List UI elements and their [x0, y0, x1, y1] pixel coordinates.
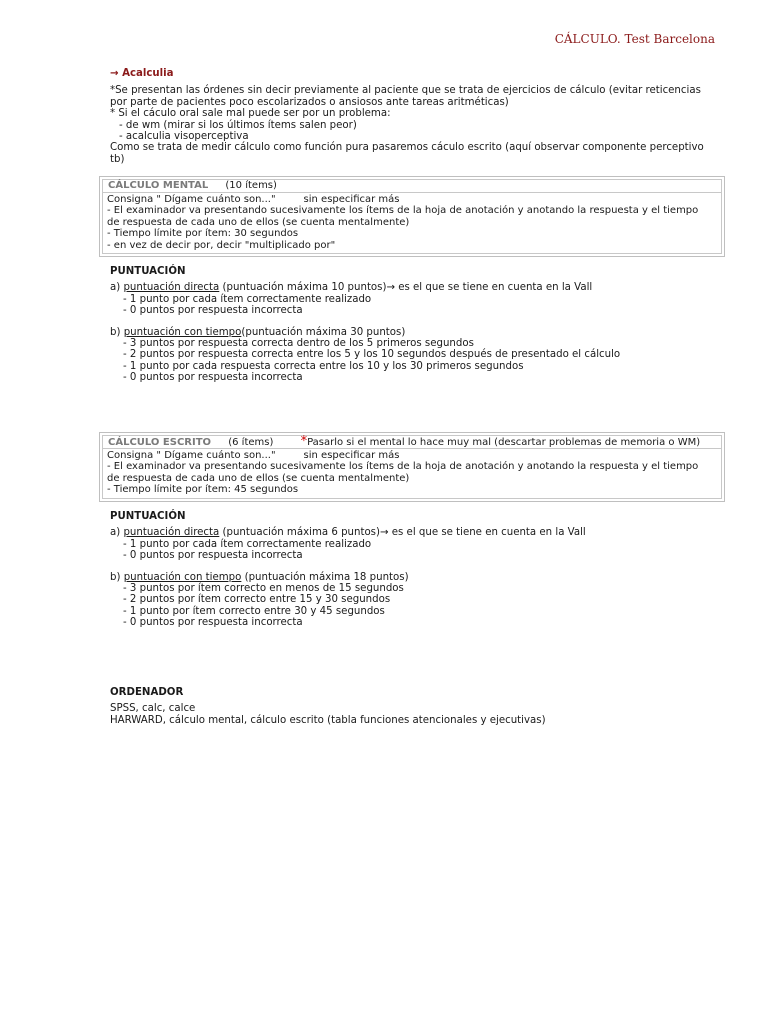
scoring-item: - 0 puntos por respuesta incorrecta — [123, 550, 303, 562]
section-note: Pasarlo si el mental lo hace muy mal (descartar problemas de memoria o WM) — [307, 437, 701, 448]
instruction-line: - El examinador va presentando sucesivamente los ítems de la hoja de anotación y anotando la respuesta y el tiempo — [107, 205, 699, 217]
acalculia-heading — [110, 68, 720, 79]
puntuacion-escrito-section — [110, 511, 720, 629]
section-label: CÁLCULO MENTAL — [108, 180, 209, 191]
consigna-note: sin especificar más — [303, 450, 400, 461]
ordenador-line: HARWARD, cálculo mental, cálculo escrito (tabla funciones atencionales y ejecutivas) — [110, 714, 546, 726]
acalculia-line: * Si el cáculo oral sale mal puede ser por un problema: — [110, 108, 391, 120]
instruction-line: - El examinador va presentando sucesivamente los ítems de la hoja de anotación y anotando la respuesta y el tiempo — [107, 461, 699, 473]
scoring-item: - 3 puntos por ítem correcto en menos de 15 segundos — [123, 583, 404, 595]
consigna-line — [107, 450, 717, 461]
scoring-b-line — [110, 327, 720, 338]
consigna-text: Consigna " Dígame cuánto son..." — [107, 194, 276, 205]
scoring-b-line — [110, 572, 720, 583]
acalculia-line: - de wm (mirar si los últimos ítems salen peor) — [119, 119, 357, 131]
acalculia-line: tb) — [110, 153, 125, 165]
scoring-item: - 0 puntos por respuesta incorrecta — [123, 305, 303, 317]
scoring-description: (puntuación máxima 6 puntos)→ es el que se tiene en cuenta en la Vall — [219, 527, 586, 539]
scoring-description: (puntuación máxima 30 puntos) — [241, 326, 406, 338]
calculo-mental-box — [99, 176, 725, 257]
scoring-item: - 1 punto por cada ítem correctamente realizado — [123, 538, 372, 550]
calculo-escrito-box — [99, 432, 725, 502]
scoring-prefix: b) — [110, 571, 124, 583]
scoring-item: - 1 punto por cada respuesta correcta entre los 10 y los 30 primeros segundos — [123, 360, 524, 372]
acalculia-section — [110, 68, 720, 165]
consigna-text: Consigna " Dígame cuánto son..." — [107, 450, 276, 461]
scoring-term: puntuación con tiempo — [123, 571, 242, 583]
instruction-line: - Tiempo límite por ítem: 30 segundos — [107, 228, 299, 240]
acalculia-line: Como se trata de medir cálculo como función pura pasaremos cáculo escrito (aquí observar componente perceptivo — [110, 142, 704, 154]
scoring-description: (puntuación máxima 10 puntos)→ es el que se tiene en cuenta en la Vall — [219, 282, 593, 294]
asterisk-mark: * — [300, 434, 308, 449]
calculo-escrito-body — [102, 449, 722, 499]
scoring-a-line — [110, 282, 720, 293]
instruction-line: de respuesta de cada uno de ellos (se cuenta mentalmente) — [107, 216, 410, 228]
scoring-item: - 2 puntos por respuesta correcta entre los 5 y los 10 segundos después de presentado el cálculo — [123, 349, 621, 361]
instruction-line: de respuesta de cada uno de ellos (se cuenta mentalmente) — [107, 472, 410, 484]
arrow-right-icon: → — [110, 68, 119, 79]
scoring-item: - 1 punto por ítem correcto entre 30 y 45 segundos — [123, 605, 385, 617]
calculo-mental-header — [102, 179, 722, 193]
scoring-item: - 1 punto por cada ítem correctamente realizado — [123, 293, 372, 305]
calculo-escrito-header — [102, 435, 722, 449]
ordenador-section — [110, 687, 720, 726]
item-count: (6 ítems) — [228, 437, 274, 448]
item-count: (10 ítems) — [225, 180, 277, 191]
acalculia-line: *Se presentan las órdenes sin decir previamente al paciente que se trata de ejercicios de cálculo (evitar reticencias — [110, 85, 701, 97]
acalculia-line: - acalculia visoperceptiva — [119, 131, 249, 143]
consigna-line — [107, 194, 717, 205]
section-label: CÁLCULO ESCRITO — [108, 437, 212, 448]
scoring-prefix: a) — [110, 527, 124, 539]
scoring-term: puntuación directa — [123, 282, 220, 294]
scoring-item: - 0 puntos por respuesta incorrecta — [123, 617, 303, 629]
ordenador-title: ORDENADOR — [110, 687, 184, 698]
consigna-note: sin especificar más — [303, 194, 400, 205]
puntuacion-title: PUNTUACIÓN — [110, 511, 186, 522]
calculo-mental-body — [102, 193, 722, 254]
scoring-prefix: b) — [110, 326, 124, 338]
scoring-a-line — [110, 527, 720, 538]
puntuacion-mental-section — [110, 266, 720, 384]
instruction-line: - Tiempo límite por ítem: 45 segundos — [107, 484, 299, 496]
acalculia-line: por parte de pacientes poco escolarizados o ansiosos ante tareas aritméticas) — [110, 96, 509, 108]
scoring-item: - 3 puntos por respuesta correcta dentro de los 5 primeros segundos — [123, 338, 474, 350]
scoring-item: - 2 puntos por ítem correcto entre 15 y 30 segundos — [123, 594, 391, 606]
scoring-prefix: a) — [110, 282, 124, 294]
page-header-title: CÁLCULO. Test Barcelona — [554, 32, 715, 46]
scoring-item: - 0 puntos por respuesta incorrecta — [123, 372, 303, 384]
scoring-term: puntuación directa — [123, 527, 220, 539]
ordenador-line: SPSS, calc, calce — [110, 703, 196, 715]
puntuacion-title: PUNTUACIÓN — [110, 266, 186, 277]
scoring-term: puntuación con tiempo — [123, 326, 242, 338]
scoring-description: (puntuación máxima 18 puntos) — [241, 571, 409, 583]
acalculia-title: Acalculia — [122, 68, 174, 79]
instruction-line: - en vez de decir por, decir "multiplicado por" — [107, 239, 336, 251]
